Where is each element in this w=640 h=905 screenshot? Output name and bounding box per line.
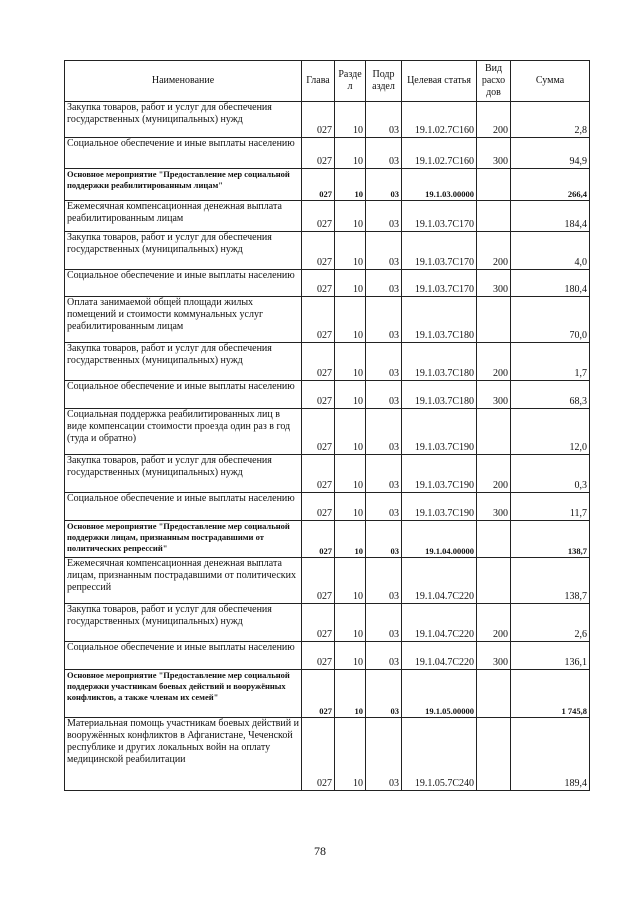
cell-summa: 12,0 — [511, 409, 590, 455]
cell-celevaya: 19.1.03.7С180 — [402, 343, 477, 381]
table-header-row — [65, 61, 590, 102]
cell-razdel: 10 — [335, 270, 366, 297]
cell-podrazdel: 03 — [366, 642, 402, 670]
cell-summa: 4,0 — [511, 232, 590, 270]
cell-name: Оплата занимаемой общей площади жилых помещений и стоимости коммунальных услуг реабилитированным лицам — [65, 297, 302, 343]
cell-vid: 200 — [477, 102, 511, 138]
cell-name: Социальное обеспечение и иные выплаты населению — [65, 642, 302, 670]
table-row-main-activity — [65, 521, 590, 558]
cell-glava: 027 — [302, 381, 335, 409]
cell-podrazdel: 03 — [366, 297, 402, 343]
cell-summa: 2,8 — [511, 102, 590, 138]
cell-vid: 200 — [477, 343, 511, 381]
cell-vid — [477, 558, 511, 604]
cell-razdel: 10 — [335, 169, 366, 201]
cell-razdel: 10 — [335, 297, 366, 343]
cell-celevaya: 19.1.03.7С170 — [402, 270, 477, 297]
cell-podrazdel: 03 — [366, 270, 402, 297]
cell-razdel: 10 — [335, 670, 366, 718]
cell-celevaya: 19.1.03.7С170 — [402, 232, 477, 270]
cell-podrazdel: 03 — [366, 232, 402, 270]
cell-podrazdel: 03 — [366, 201, 402, 232]
cell-celevaya: 19.1.02.7С160 — [402, 138, 477, 169]
cell-razdel: 10 — [335, 642, 366, 670]
cell-glava: 027 — [302, 409, 335, 455]
cell-vid — [477, 297, 511, 343]
cell-podrazdel: 03 — [366, 521, 402, 558]
table-row — [65, 343, 590, 381]
table-row — [65, 558, 590, 604]
cell-summa: 68,3 — [511, 381, 590, 409]
cell-glava: 027 — [302, 201, 335, 232]
cell-summa: 266,4 — [511, 169, 590, 201]
cell-name: Социальное обеспечение и иные выплаты населению — [65, 138, 302, 169]
cell-name: Социальное обеспечение и иные выплаты населению — [65, 493, 302, 521]
cell-celevaya: 19.1.04.7С220 — [402, 642, 477, 670]
cell-glava: 027 — [302, 297, 335, 343]
cell-podrazdel: 03 — [366, 455, 402, 493]
cell-celevaya: 19.1.03.7С170 — [402, 201, 477, 232]
cell-glava: 027 — [302, 270, 335, 297]
header-podrazdel: Подр аздел — [366, 61, 402, 102]
cell-razdel: 10 — [335, 558, 366, 604]
cell-podrazdel: 03 — [366, 381, 402, 409]
cell-name: Ежемесячная компенсационная денежная выплата лицам, признанным пострадавшими от политических репрессий — [65, 558, 302, 604]
cell-razdel: 10 — [335, 718, 366, 791]
cell-glava: 027 — [302, 343, 335, 381]
cell-vid — [477, 670, 511, 718]
cell-razdel: 10 — [335, 343, 366, 381]
cell-name: Социальное обеспечение и иные выплаты населению — [65, 270, 302, 297]
cell-razdel: 10 — [335, 521, 366, 558]
cell-celevaya: 19.1.05.00000 — [402, 670, 477, 718]
header-vid: Вид расхо дов — [477, 61, 511, 102]
cell-razdel: 10 — [335, 455, 366, 493]
table-row — [65, 138, 590, 169]
table-row — [65, 642, 590, 670]
cell-celevaya: 19.1.03.7С180 — [402, 381, 477, 409]
cell-celevaya: 19.1.05.7С240 — [402, 718, 477, 791]
cell-glava: 027 — [302, 642, 335, 670]
cell-celevaya: 19.1.02.7С160 — [402, 102, 477, 138]
cell-name: Основное мероприятие "Предоставление мер социальной поддержки реабилитированным лицам" — [65, 169, 302, 201]
cell-summa: 138,7 — [511, 558, 590, 604]
cell-name: Закупка товаров, работ и услуг для обеспечения государственных (муниципальных) нужд — [65, 232, 302, 270]
cell-name: Материальная помощь участникам боевых действий и вооружённых конфликтов в Афганистане, Чеченской республике и других локальных войн на оплату медицинской реабилитации — [65, 718, 302, 791]
cell-celevaya: 19.1.04.7С220 — [402, 558, 477, 604]
cell-vid: 300 — [477, 381, 511, 409]
budget-table-container — [64, 60, 589, 791]
cell-glava: 027 — [302, 455, 335, 493]
cell-glava: 027 — [302, 169, 335, 201]
cell-summa: 0,3 — [511, 455, 590, 493]
cell-vid: 200 — [477, 604, 511, 642]
cell-glava: 027 — [302, 493, 335, 521]
cell-vid: 300 — [477, 270, 511, 297]
table-row-main-activity — [65, 169, 590, 201]
cell-vid — [477, 521, 511, 558]
table-row — [65, 102, 590, 138]
cell-podrazdel: 03 — [366, 718, 402, 791]
table-row-main-activity — [65, 670, 590, 718]
cell-name: Закупка товаров, работ и услуг для обеспечения государственных (муниципальных) нужд — [65, 455, 302, 493]
cell-glava: 027 — [302, 102, 335, 138]
cell-glava: 027 — [302, 604, 335, 642]
cell-podrazdel: 03 — [366, 102, 402, 138]
cell-vid: 300 — [477, 642, 511, 670]
cell-vid — [477, 718, 511, 791]
table-row — [65, 201, 590, 232]
table-row — [65, 381, 590, 409]
header-glava: Глава — [302, 61, 335, 102]
cell-celevaya: 19.1.03.00000 — [402, 169, 477, 201]
cell-podrazdel: 03 — [366, 169, 402, 201]
table-row — [65, 493, 590, 521]
cell-name: Основное мероприятие "Предоставление мер социальной поддержки лицам, признанным пострадавшими от политических репрессий" — [65, 521, 302, 558]
header-summa: Сумма — [511, 61, 590, 102]
cell-summa: 138,7 — [511, 521, 590, 558]
cell-celevaya: 19.1.04.00000 — [402, 521, 477, 558]
cell-vid — [477, 169, 511, 201]
cell-podrazdel: 03 — [366, 493, 402, 521]
cell-podrazdel: 03 — [366, 670, 402, 718]
cell-glava: 027 — [302, 232, 335, 270]
cell-razdel: 10 — [335, 604, 366, 642]
cell-podrazdel: 03 — [366, 558, 402, 604]
table-row — [65, 232, 590, 270]
cell-vid: 300 — [477, 138, 511, 169]
cell-name: Ежемесячная компенсационная денежная выплата реабилитированным лицам — [65, 201, 302, 232]
cell-glava: 027 — [302, 558, 335, 604]
cell-vid — [477, 409, 511, 455]
cell-glava: 027 — [302, 718, 335, 791]
table-row — [65, 270, 590, 297]
cell-name: Закупка товаров, работ и услуг для обеспечения государственных (муниципальных) нужд — [65, 343, 302, 381]
cell-razdel: 10 — [335, 493, 366, 521]
cell-razdel: 10 — [335, 138, 366, 169]
cell-razdel: 10 — [335, 381, 366, 409]
header-razdel: Разде л — [335, 61, 366, 102]
cell-podrazdel: 03 — [366, 604, 402, 642]
cell-summa: 1 745,8 — [511, 670, 590, 718]
header-celevaya: Целевая статья — [402, 61, 477, 102]
cell-vid: 200 — [477, 455, 511, 493]
cell-razdel: 10 — [335, 409, 366, 455]
cell-glava: 027 — [302, 670, 335, 718]
cell-name: Основное мероприятие "Предоставление мер социальной поддержки участникам боевых действий и вооружённых конфликтов, а также членам их семей" — [65, 670, 302, 718]
header-name: Наименование — [65, 61, 302, 102]
cell-celevaya: 19.1.03.7С190 — [402, 455, 477, 493]
table-row — [65, 604, 590, 642]
cell-vid — [477, 201, 511, 232]
cell-razdel: 10 — [335, 201, 366, 232]
cell-podrazdel: 03 — [366, 138, 402, 169]
cell-glava: 027 — [302, 521, 335, 558]
cell-podrazdel: 03 — [366, 343, 402, 381]
table-row — [65, 409, 590, 455]
cell-name: Закупка товаров, работ и услуг для обеспечения государственных (муниципальных) нужд — [65, 102, 302, 138]
cell-summa: 94,9 — [511, 138, 590, 169]
cell-vid: 200 — [477, 232, 511, 270]
table-body — [65, 102, 590, 791]
cell-razdel: 10 — [335, 232, 366, 270]
table-row — [65, 455, 590, 493]
cell-summa: 136,1 — [511, 642, 590, 670]
cell-celevaya: 19.1.03.7С190 — [402, 493, 477, 521]
cell-vid: 300 — [477, 493, 511, 521]
cell-celevaya: 19.1.03.7С180 — [402, 297, 477, 343]
table-row — [65, 718, 590, 791]
cell-summa: 189,4 — [511, 718, 590, 791]
cell-glava: 027 — [302, 138, 335, 169]
table-row — [65, 297, 590, 343]
cell-summa: 2,6 — [511, 604, 590, 642]
cell-name: Социальное обеспечение и иные выплаты населению — [65, 381, 302, 409]
page-number: 78 — [314, 844, 326, 858]
budget-table — [64, 60, 590, 791]
cell-summa: 180,4 — [511, 270, 590, 297]
cell-name: Закупка товаров, работ и услуг для обеспечения государственных (муниципальных) нужд — [65, 604, 302, 642]
cell-name: Социальная поддержка реабилитированных лиц в виде компенсации стоимости проезда один раз в год (туда и обратно) — [65, 409, 302, 455]
cell-summa: 70,0 — [511, 297, 590, 343]
cell-celevaya: 19.1.04.7С220 — [402, 604, 477, 642]
cell-podrazdel: 03 — [366, 409, 402, 455]
cell-summa: 184,4 — [511, 201, 590, 232]
cell-summa: 1,7 — [511, 343, 590, 381]
cell-celevaya: 19.1.03.7С190 — [402, 409, 477, 455]
cell-razdel: 10 — [335, 102, 366, 138]
cell-summa: 11,7 — [511, 493, 590, 521]
